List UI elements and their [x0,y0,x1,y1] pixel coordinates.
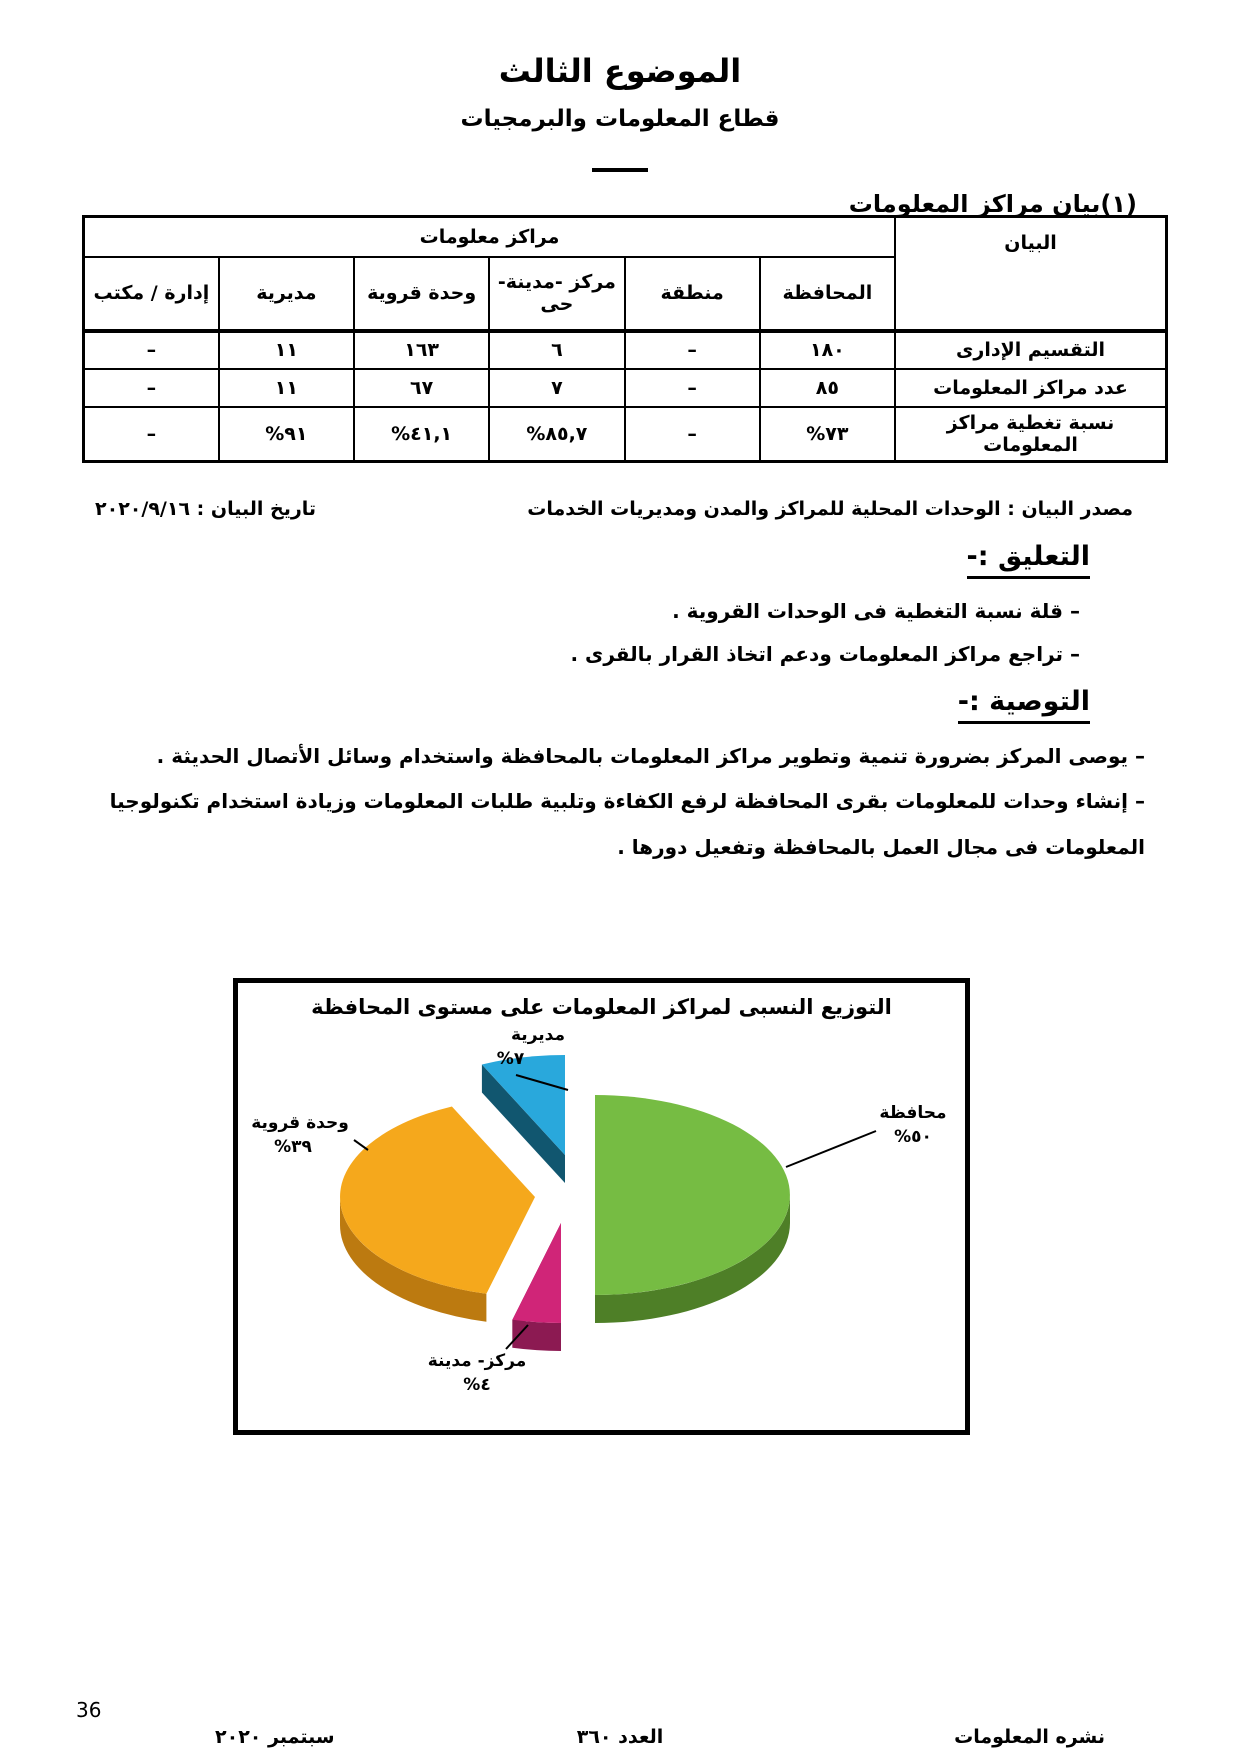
callout-name: وحدة قروية [251,1113,349,1133]
cell: – [625,331,760,369]
callout-directorate [478,1023,598,1071]
page-number: 36 [76,1698,102,1722]
data-date: تاريخ البيان : ٢٠٢٠/٩/١٦ [95,498,317,520]
recommendation-bullet: – إنشاء وحدات للمعلومات بقرى المحافظة لرفع الكفاءة وتلبية طلبات المعلومات وزيادة استخدام تكنولوجيا المعلومات فى مجال العمل بالمحافظة وتفعيل دورها . [109,789,1145,859]
row-label: التقسيم الإدارى [895,331,1167,369]
table-row [84,369,1167,407]
table-row [84,331,1167,369]
callout-name: محافظة [879,1103,947,1123]
callout-village-unit [240,1111,360,1159]
col-header-directorate: مديرية [219,257,354,331]
cell: – [625,369,760,407]
recommendation-heading: التوصية :- [958,686,1090,724]
comment-bullet: – قلة نسبة التغطية فى الوحدات القروية . [672,599,1080,623]
table-row [84,407,1167,462]
col-header-statement: البيان [895,217,1167,331]
recommendation-bullet: – يوصى المركز بضرورة تنمية وتطوير مراكز المعلومات بالمحافظة واستخدام وسائل الأتصال الحديثة . [156,744,1145,768]
callout-pct: %٥٠ [894,1127,932,1147]
cell: ١٨٠ [760,331,895,369]
footer-bulletin-name: نشره المعلومات [954,1726,1105,1748]
footer-date: سبتمبر ٢٠٢٠ [215,1726,335,1748]
callout-pct: %٤ [463,1375,491,1395]
footer-issue-number: العدد ٣٦٠ [576,1726,664,1748]
cell: – [84,407,219,462]
cell: – [625,407,760,462]
cell: – [84,369,219,407]
cell: %٩١ [219,407,354,462]
pie-chart-panel [233,978,970,1435]
info-centers-table [82,215,1168,463]
callout-pct: %٣٩ [274,1137,312,1157]
cell: ١٦٣ [354,331,489,369]
row-label: نسبة تغطية مراكز المعلومات [895,407,1167,462]
col-header-governorate: المحافظة [760,257,895,331]
pie-slice-center-city [512,1223,561,1323]
cell: ٨٥ [760,369,895,407]
cell: ١١ [219,331,354,369]
col-header-region: منطقة [625,257,760,331]
comment-heading: التعليق :- [967,541,1090,579]
section-heading: (١)بيان مراكز المعلومات [848,190,1137,218]
col-header-center-city-district: مركز -مدينة- حى [489,257,624,331]
cell: ١١ [219,369,354,407]
cell: %٤١,١ [354,407,489,462]
cell: ٦ [489,331,624,369]
data-source: مصدر البيان : الوحدات المحلية للمراكز والمدن ومديريات الخدمات [527,498,1133,520]
group-header-info-centers: مراكز معلومات [84,217,896,257]
callout-name: مديرية [511,1025,565,1045]
comment-bullet: – تراجع مراكز المعلومات ودعم اتخاذ القرار بالقرى . [570,642,1080,666]
page-subtitle: قطاع المعلومات والبرمجيات [460,106,780,132]
callout-governorate [853,1101,973,1149]
cell: %٨٥,٧ [489,407,624,462]
callout-pct: %٧ [496,1049,525,1069]
callout-name: مركز- مدينة [427,1351,527,1371]
title-divider [592,168,648,172]
cell: ٦٧ [354,369,489,407]
cell: ٧ [489,369,624,407]
row-label: عدد مراكز المعلومات [895,369,1167,407]
col-header-admin-office: إدارة / مكتب [84,257,219,331]
col-header-village-unit: وحدة قروية [354,257,489,331]
callout-center-city [417,1349,537,1397]
chart-title: التوزيع النسبى لمراكز المعلومات على مستوى المحافظة [311,995,892,1019]
cell: %٧٣ [760,407,895,462]
page-title: الموضوع الثالث [498,52,742,90]
cell: – [84,331,219,369]
